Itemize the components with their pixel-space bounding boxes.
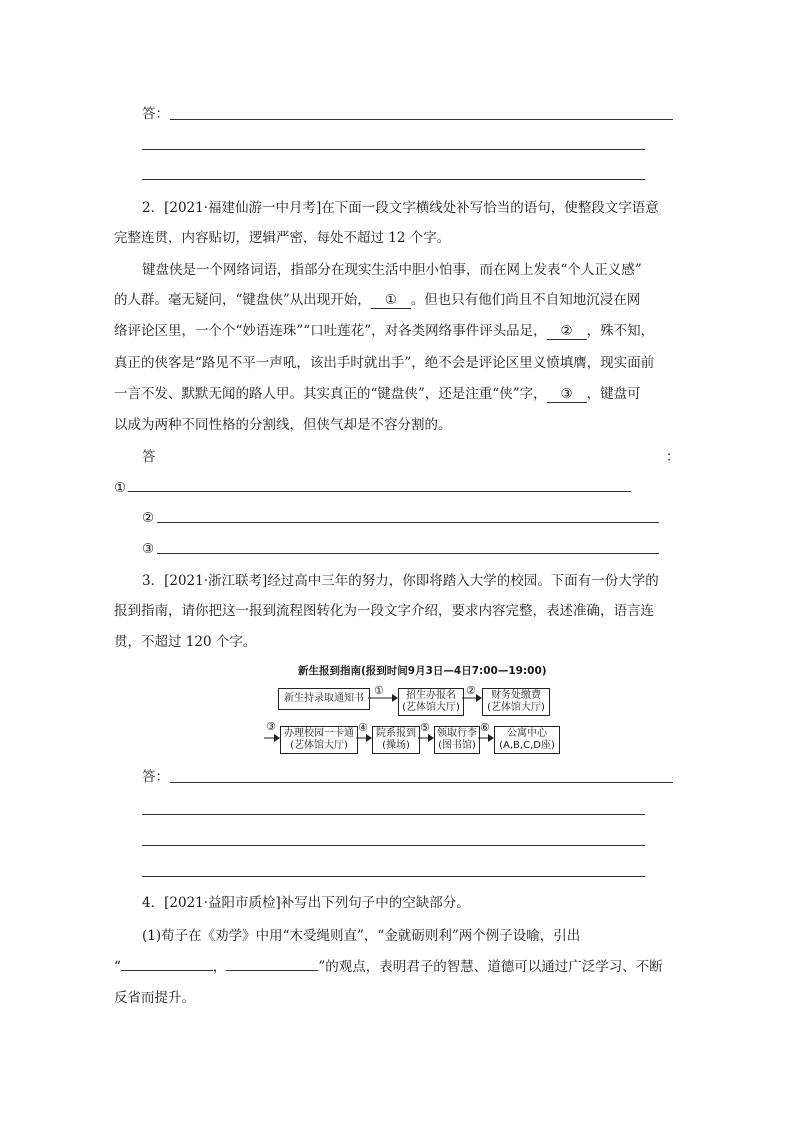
q2-header: 2．[2021·福建仙游一中月考]在下面一段文字横线处补写恰当的语句，使整段文字语意 [142, 200, 659, 216]
text-segment: ”的观点，表明君子的智慧、道德可以通过广泛学习、不断 [318, 959, 663, 975]
flow-step-text: 院系报到 [376, 728, 416, 739]
answer-line[interactable] [142, 845, 645, 846]
quote-open: “ [114, 959, 121, 975]
flow-step-box [280, 726, 358, 754]
q4-sentence-3: 反省而提升。 [114, 990, 195, 1006]
q3-header-cont: 报到指南，请你把这一报到流程图转化为一段文字介绍，要求内容完整，表述准确，语言连 [114, 603, 654, 619]
step-number: ⑥ [480, 721, 490, 734]
text-segment: ，键盘可 [586, 386, 641, 402]
q3-header-cont: 贯，不超过 120 个字。 [114, 634, 257, 650]
answer-line[interactable] [142, 149, 645, 150]
text-segment: ，殊不知， [586, 323, 655, 339]
flow-step-text: (艺体馆大厅) [290, 740, 348, 751]
flow-step-text: (图书馆) [438, 740, 476, 751]
flow-step-text: 办理校园一卡通 [284, 728, 354, 739]
answer-label-3: ③ [142, 541, 155, 557]
flow-step-box [372, 726, 420, 754]
flow-arrow [356, 733, 372, 743]
flow-arrow [264, 733, 280, 743]
q2-paragraph-line [114, 290, 640, 310]
answer-label-2: ② [142, 510, 155, 526]
q3-header: 3．[2021·浙江联考]经过高中三年的努力，你即将踏入大学的校园。下面有一份大学的 [142, 573, 659, 589]
flow-step-text: 招生办报名 [406, 690, 456, 701]
q2-paragraph-line: 以成为两种不同性格的分割线，但侠气却是不容分割的。 [114, 417, 452, 433]
flow-step-text: (艺体馆大厅) [402, 702, 460, 713]
fill-blank-2[interactable] [226, 970, 318, 971]
comma: ， [212, 959, 227, 975]
q2-header-cont: 完整连贯，内容贴切，逻辑严密，每处不超过 12 个字。 [114, 230, 451, 246]
flow-arrow [418, 733, 434, 743]
flow-step-text: (操场) [382, 740, 410, 751]
q2-answer-label: 答 [142, 449, 156, 465]
answer-label-q3: 答： [142, 769, 169, 785]
answer-line-2[interactable] [157, 522, 659, 523]
flow-step-box [434, 726, 480, 754]
fill-blank-1[interactable] [121, 970, 213, 971]
blank-2[interactable]: ② [547, 323, 587, 340]
answer-line[interactable] [142, 876, 645, 877]
text-segment: 的人群。毫无疑问，“键盘侠”从出现开始， [114, 292, 371, 308]
flow-step-text: (艺体馆大厅) [487, 702, 545, 713]
q2-paragraph-line [114, 384, 641, 404]
answer-label-1: ① [114, 480, 127, 496]
answer-line[interactable] [170, 782, 673, 783]
text-segment: 一言不发、默默无闻的路人甲。其实真正的“键盘侠”，还是注重“侠”字， [114, 386, 547, 402]
flow-step-box [482, 688, 550, 716]
flow-step-box [398, 688, 464, 716]
step-number: ③ [266, 720, 276, 733]
answer-line[interactable] [170, 119, 673, 120]
q2-answer-colon: ： [666, 449, 680, 465]
flow-step-box [278, 688, 370, 710]
blank-3[interactable]: ③ [547, 386, 587, 403]
text-segment: 络评论区里，一个个“妙语连珠”“口吐莲花”，对各类网络事件评头品足， [114, 323, 547, 339]
answer-label-top: 答： [142, 106, 169, 122]
q4-header: 4．[2021·益阳市质检]补写出下列句子中的空缺部分。 [142, 895, 470, 911]
flowchart-title: 新生报到指南(报到时间9月3日—4日7:00—19:00) [298, 665, 547, 677]
answer-line[interactable] [142, 179, 645, 180]
flow-step-text: 公寓中心 [507, 728, 547, 739]
step-number: ⑤ [420, 721, 430, 734]
flow-step-text: 财务处缴费 [491, 690, 541, 701]
step-number: ② [466, 684, 476, 697]
flow-step-text: 新生持录取通知书 [284, 693, 364, 704]
text-segment: 。但也只有他们尚且不自知地沉浸在网 [410, 292, 641, 308]
flow-step-box [494, 726, 560, 754]
flow-step-text: (A,B,C,D座) [499, 740, 555, 751]
step-number: ① [374, 684, 384, 697]
q2-paragraph-line [114, 321, 654, 341]
q4-sentence-1: (1)荀子在《劝学》中用“木受绳则直”，“金就砺则利”两个例子设喻，引出 [142, 928, 581, 944]
flow-arrow [478, 733, 494, 743]
answer-line-1[interactable] [128, 491, 631, 492]
q2-paragraph-line: 键盘侠是一个网络词语，指部分在现实生活中胆小怕事，而在网上发表“个人正义感” [142, 262, 642, 278]
step-number: ④ [358, 721, 368, 734]
flow-step-text: 领取行李 [437, 728, 477, 739]
q2-paragraph-line: 真正的侠客是“路见不平一声吼，该出手时就出手”，绝不会是评论区里义愤填膺，现实面前 [114, 355, 655, 371]
answer-line-3[interactable] [157, 553, 659, 554]
q4-sentence-2 [114, 957, 663, 977]
answer-line[interactable] [142, 814, 645, 815]
blank-1[interactable]: ① [371, 292, 411, 309]
